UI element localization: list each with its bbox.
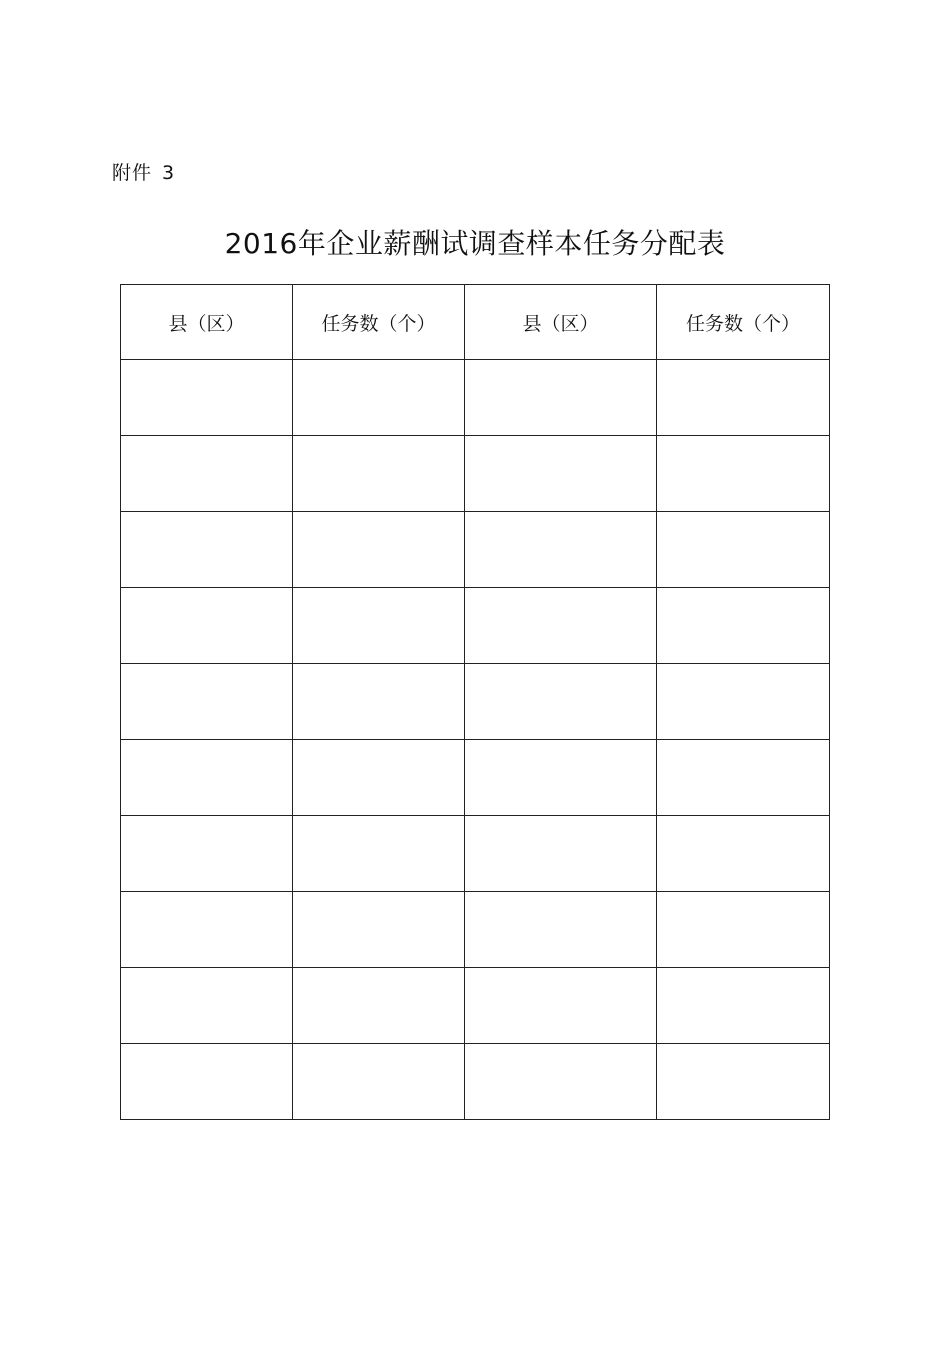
county-cell-2	[465, 816, 657, 892]
county-cell-1	[121, 892, 293, 968]
table-row	[121, 664, 830, 740]
county-cell-1	[121, 1044, 293, 1120]
county-cell-2	[465, 588, 657, 664]
county-cell-1	[121, 664, 293, 740]
county-cell-1	[121, 968, 293, 1044]
table-row	[121, 968, 830, 1044]
county-cell-2	[465, 360, 657, 436]
county-cell-2	[465, 740, 657, 816]
task-count-cell-2	[657, 436, 830, 512]
document-title: 2016年企业薪酬试调查样本任务分配表	[224, 227, 726, 260]
task-count-cell-2	[657, 892, 830, 968]
task-count-cell-2	[657, 968, 830, 1044]
task-count-cell-1	[293, 664, 465, 740]
table-body	[121, 360, 830, 1120]
county-cell-1	[121, 436, 293, 512]
attachment-number: 3	[162, 162, 176, 184]
county-cell-2	[465, 1044, 657, 1120]
header-county-1: 县（区）	[121, 285, 293, 360]
county-cell-1	[121, 816, 293, 892]
task-count-cell-1	[293, 816, 465, 892]
task-count-cell-2	[657, 740, 830, 816]
county-cell-2	[465, 436, 657, 512]
task-count-cell-1	[293, 436, 465, 512]
task-allocation-table	[120, 284, 830, 1120]
table-header-row	[121, 285, 830, 360]
table-row	[121, 892, 830, 968]
table-row	[121, 1044, 830, 1120]
task-count-cell-1	[293, 740, 465, 816]
table-row	[121, 360, 830, 436]
task-count-cell-2	[657, 588, 830, 664]
county-cell-2	[465, 664, 657, 740]
table-row	[121, 436, 830, 512]
county-cell-1	[121, 588, 293, 664]
table-row	[121, 816, 830, 892]
attachment-text: 附件	[112, 162, 153, 184]
county-cell-1	[121, 740, 293, 816]
header-county-2: 县（区）	[465, 285, 657, 360]
header-task-count-1: 任务数（个）	[293, 285, 465, 360]
table-row	[121, 512, 830, 588]
task-count-cell-2	[657, 512, 830, 588]
county-cell-2	[465, 512, 657, 588]
task-count-cell-1	[293, 512, 465, 588]
task-count-cell-2	[657, 360, 830, 436]
header-task-count-2: 任务数（个）	[657, 285, 830, 360]
task-count-cell-1	[293, 1044, 465, 1120]
task-count-cell-2	[657, 664, 830, 740]
task-count-cell-2	[657, 1044, 830, 1120]
task-count-cell-1	[293, 892, 465, 968]
task-count-cell-1	[293, 968, 465, 1044]
task-count-cell-1	[293, 360, 465, 436]
table-row	[121, 588, 830, 664]
county-cell-2	[465, 892, 657, 968]
attachment-label	[112, 158, 175, 185]
county-cell-1	[121, 512, 293, 588]
county-cell-1	[121, 360, 293, 436]
task-count-cell-2	[657, 816, 830, 892]
county-cell-2	[465, 968, 657, 1044]
task-count-cell-1	[293, 588, 465, 664]
table-row	[121, 740, 830, 816]
